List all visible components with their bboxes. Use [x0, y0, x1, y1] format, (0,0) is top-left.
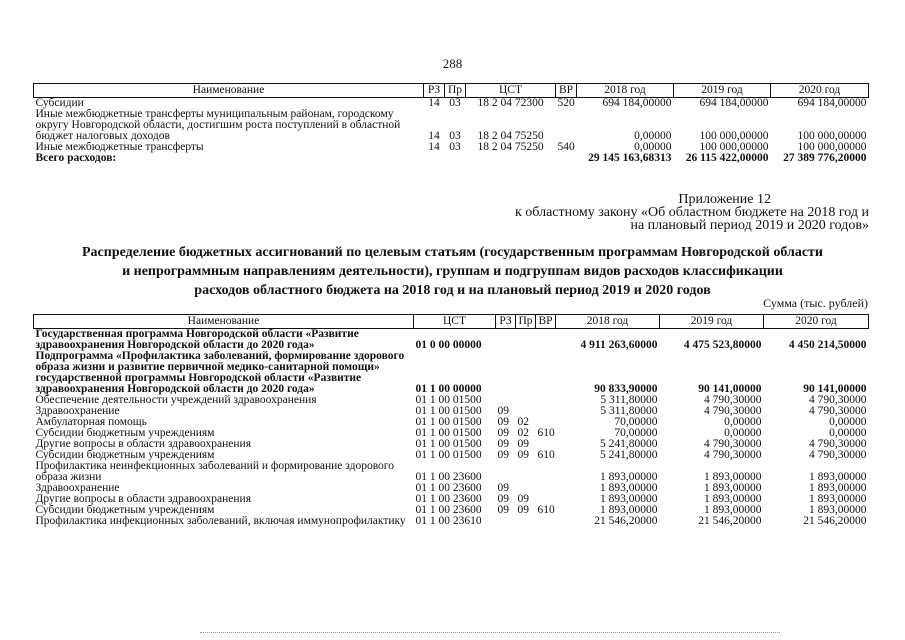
title-line-1: Распределение бюджетных ассигнований по целевым статьям (государственным программам Новгородской области — [81, 245, 823, 260]
row-name: Амбулаторная помощь — [35, 417, 147, 428]
row-2020: 4 790,30000 — [809, 439, 867, 450]
row-2020: 100 000,00000 — [797, 142, 867, 153]
row-name: Другие вопросы в области здравоохранения — [35, 439, 251, 450]
row-vr — [536, 406, 556, 417]
row-rz — [496, 351, 516, 395]
row-2018: 5 311,80000 — [600, 406, 658, 417]
row-pr — [516, 516, 536, 527]
table-row — [34, 109, 869, 142]
table-row — [34, 428, 869, 439]
header-rz: РЗ — [496, 315, 516, 329]
row-name: Профилактика неинфекционных заболеваний и формирование здорового образа жизни — [35, 461, 394, 483]
header-name: Наименование — [34, 84, 424, 98]
row-name: Государственная программа Новгородской области «Развитие здравоохранения Новгородской области до 2020 года» — [35, 328, 359, 351]
row-vr — [536, 439, 556, 450]
table-row — [34, 406, 869, 417]
header-2018: 2018 год — [577, 84, 674, 98]
header-2020: 2020 год — [771, 84, 869, 98]
header-2019: 2019 год — [660, 315, 764, 329]
row-name: Профилактика инфекционных заболеваний, включая иммунопрофилактику — [35, 516, 406, 527]
row-name: Иные межбюджетные трансферты — [35, 142, 204, 153]
row-rz: 09 — [497, 417, 509, 428]
row-rz — [496, 395, 516, 406]
header-2020: 2020 год — [764, 315, 869, 329]
row-2019: 0,00000 — [724, 417, 762, 428]
row-rz: 09 — [497, 494, 509, 505]
row-rz: 14 — [428, 130, 440, 142]
row-cst: 01 1 00 00000 — [415, 383, 482, 395]
total-row — [34, 153, 869, 164]
row-pr: 03 — [449, 142, 461, 153]
row-pr — [516, 395, 536, 406]
row-rz: 09 — [497, 439, 509, 450]
row-rz: 14 — [428, 142, 440, 153]
sum-note: Сумма (тыс. рублей) — [763, 296, 868, 310]
row-2018: 5 241,80000 — [600, 450, 658, 461]
row-pr: 09 — [517, 450, 529, 461]
row-2018: 1 893,00000 — [600, 471, 658, 483]
row-vr: 610 — [537, 450, 555, 461]
row-cst: 01 1 00 23600 — [415, 483, 482, 494]
main-table-header — [34, 315, 869, 329]
row-vr — [536, 329, 556, 352]
row-2018: 694 184,00000 — [602, 97, 672, 109]
table-row — [34, 450, 869, 461]
header-cst: ЦСТ — [414, 315, 496, 329]
table-row — [34, 98, 869, 110]
row-2020: 100 000,00000 — [797, 130, 867, 142]
row-cst: 01 1 00 01500 — [415, 406, 482, 417]
row-name: Здравоохранение — [35, 406, 120, 417]
row-vr: 610 — [537, 505, 555, 516]
appendix-line-2: к областному закону «Об областном бюджете на 2018 год и — [515, 205, 869, 220]
row-cst: 01 1 00 23610 — [415, 516, 482, 527]
row-2020: 21 546,20000 — [803, 516, 867, 527]
row-cst: 01 1 00 01500 — [415, 450, 482, 461]
row-2020: 1 893,00000 — [809, 494, 867, 505]
row-cst: 01 1 00 01500 — [415, 417, 482, 428]
row-2018: 5 311,80000 — [600, 395, 658, 406]
table-row — [34, 351, 869, 395]
row-2019: 21 546,20000 — [698, 516, 762, 527]
row-rz — [496, 329, 516, 352]
page-bottom-rule — [200, 632, 780, 634]
row-cst: 01 0 00 00000 — [415, 339, 482, 351]
header-cst: ЦСТ — [466, 84, 556, 98]
row-2020: 4 790,30000 — [809, 450, 867, 461]
row-2018: 1 893,00000 — [600, 494, 658, 505]
table-row — [34, 329, 869, 352]
row-2019: 4 790,30000 — [704, 439, 762, 450]
row-2019: 4 790,30000 — [704, 406, 762, 417]
row-2020: 694 184,00000 — [797, 97, 867, 109]
row-rz: 09 — [497, 505, 509, 516]
row-vr — [536, 516, 556, 527]
row-2019: 1 893,00000 — [704, 505, 762, 516]
header-2019: 2019 год — [674, 84, 771, 98]
row-vr — [556, 109, 577, 142]
row-2019: 100 000,00000 — [699, 130, 769, 142]
appendix-line-3: на плановый период 2019 и 2020 годов» — [630, 218, 869, 233]
row-2019: 100 000,00000 — [699, 142, 769, 153]
row-2018: 1 893,00000 — [600, 505, 658, 516]
row-name: Иные межбюджетные трансферты муниципальным районам, городскому округу Новгородской области, достигшим роста поступлений в областной бюджет налоговых доходов — [35, 109, 401, 142]
row-pr: 09 — [517, 439, 529, 450]
header-name: Наименование — [34, 315, 414, 329]
row-2020: 90 141,00000 — [803, 383, 867, 395]
document-title — [30, 243, 875, 300]
appendix-note — [515, 193, 869, 232]
top-budget-table — [33, 83, 869, 164]
row-2019: 1 893,00000 — [704, 471, 762, 483]
row-pr — [516, 483, 536, 494]
row-2018: 21 546,20000 — [594, 516, 658, 527]
row-2019: 4 790,30000 — [704, 450, 762, 461]
row-rz: 09 — [497, 450, 509, 461]
row-rz: 14 — [428, 97, 440, 109]
row-pr — [516, 406, 536, 417]
total-2020: 27 389 776,20000 — [783, 153, 867, 164]
row-vr — [536, 417, 556, 428]
table-row — [34, 516, 869, 527]
row-rz: 09 — [497, 406, 509, 417]
row-vr — [536, 351, 556, 395]
row-2020: 0,00000 — [829, 428, 867, 439]
row-2018: 0,00000 — [634, 142, 672, 153]
row-2018: 1 893,00000 — [600, 483, 658, 494]
table-row — [34, 142, 869, 153]
row-vr: 540 — [557, 142, 575, 153]
table-row — [34, 395, 869, 406]
row-rz: 09 — [497, 428, 509, 439]
row-cst: 01 1 00 01500 — [415, 395, 482, 406]
row-2020: 4 790,30000 — [809, 406, 867, 417]
row-2019: 1 893,00000 — [704, 494, 762, 505]
row-2018: 0,00000 — [634, 130, 672, 142]
row-vr — [536, 494, 556, 505]
row-rz — [496, 516, 516, 527]
title-line-3: расходов областного бюджета на 2018 год и на плановый период 2019 и 2020 годов — [194, 283, 711, 298]
row-cst: 01 1 00 01500 — [415, 428, 482, 439]
row-2019: 694 184,00000 — [699, 97, 769, 109]
header-2018: 2018 год — [556, 315, 660, 329]
row-cst: 01 1 00 23600 — [415, 471, 482, 483]
row-2020: 4 450 214,50000 — [788, 339, 867, 351]
row-rz — [496, 461, 516, 483]
row-pr: 03 — [449, 97, 461, 109]
row-cst: 01 1 00 23600 — [415, 505, 482, 516]
row-name: Субсидии — [35, 97, 84, 109]
row-cst: 18 2 04 72300 — [477, 97, 544, 109]
row-cst: 01 1 00 23600 — [415, 494, 482, 505]
row-2019: 0,00000 — [724, 428, 762, 439]
row-name: Здравоохранение — [35, 483, 120, 494]
row-name: Субсидии бюджетным учреждениям — [35, 450, 215, 461]
row-cst: 18 2 04 75250 — [477, 130, 544, 142]
row-pr: 02 — [517, 417, 529, 428]
row-2018: 4 911 263,60000 — [580, 339, 658, 351]
row-2020: 1 893,00000 — [809, 471, 867, 483]
row-cst: 01 1 00 01500 — [415, 439, 482, 450]
header-pr: Пр — [445, 84, 466, 98]
row-2019: 90 141,00000 — [698, 383, 762, 395]
row-cst: 18 2 04 75250 — [477, 142, 544, 153]
table-row — [34, 461, 869, 483]
table-row — [34, 439, 869, 450]
row-name: Другие вопросы в области здравоохранения — [35, 494, 251, 505]
row-2018: 70,00000 — [614, 417, 658, 428]
row-2019: 1 893,00000 — [704, 483, 762, 494]
row-vr: 520 — [557, 97, 575, 109]
row-2018: 5 241,80000 — [600, 439, 658, 450]
row-vr: 610 — [537, 428, 555, 439]
row-pr — [516, 329, 536, 352]
header-pr: Пр — [516, 315, 536, 329]
row-pr: 02 — [517, 428, 529, 439]
table-row — [34, 494, 869, 505]
header-vr: ВР — [536, 315, 556, 329]
row-2020: 0,00000 — [829, 417, 867, 428]
row-2020: 1 893,00000 — [809, 483, 867, 494]
row-name: Обеспечение деятельности учреждений здравоохранения — [35, 395, 317, 406]
row-2020: 1 893,00000 — [809, 505, 867, 516]
table-row — [34, 483, 869, 494]
title-line-2: и непрограммным направлениям деятельности), группам и подгруппам видов расходов классификации — [122, 264, 783, 279]
total-2019: 26 115 422,00000 — [685, 153, 769, 164]
row-name: Подпрограмма «Профилактика заболеваний, формирование здорового образа жизни и развитие первичной медико-санитарной помощи» государственной программы Новгородской области «Развитие здравоохранения Новгородской области до 2020 года» — [35, 351, 405, 395]
row-pr: 09 — [517, 494, 529, 505]
header-vr: ВР — [556, 84, 577, 98]
row-2020: 4 790,30000 — [809, 395, 867, 406]
row-2019: 4 790,30000 — [704, 395, 762, 406]
row-2018: 90 833,90000 — [594, 383, 658, 395]
total-label: Всего расходов: — [35, 153, 117, 164]
row-pr: 09 — [517, 505, 529, 516]
table-row — [34, 417, 869, 428]
row-name: Субсидии бюджетным учреждениям — [35, 505, 215, 516]
row-pr — [516, 351, 536, 395]
row-rz: 09 — [497, 483, 509, 494]
page-number: 288 — [442, 56, 463, 71]
top-table-header — [34, 84, 869, 98]
row-2018: 70,00000 — [614, 428, 658, 439]
row-vr — [536, 395, 556, 406]
header-rz: РЗ — [424, 84, 445, 98]
row-pr — [516, 461, 536, 483]
main-budget-table — [33, 314, 869, 527]
row-pr: 03 — [449, 130, 461, 142]
row-vr — [536, 461, 556, 483]
row-name: Субсидии бюджетным учреждениям — [35, 428, 215, 439]
appendix-line-1: Приложение 12 — [678, 192, 771, 207]
total-2018: 29 145 163,68313 — [588, 153, 672, 164]
table-row — [34, 505, 869, 516]
row-vr — [536, 483, 556, 494]
row-2019: 4 475 523,80000 — [683, 339, 762, 351]
